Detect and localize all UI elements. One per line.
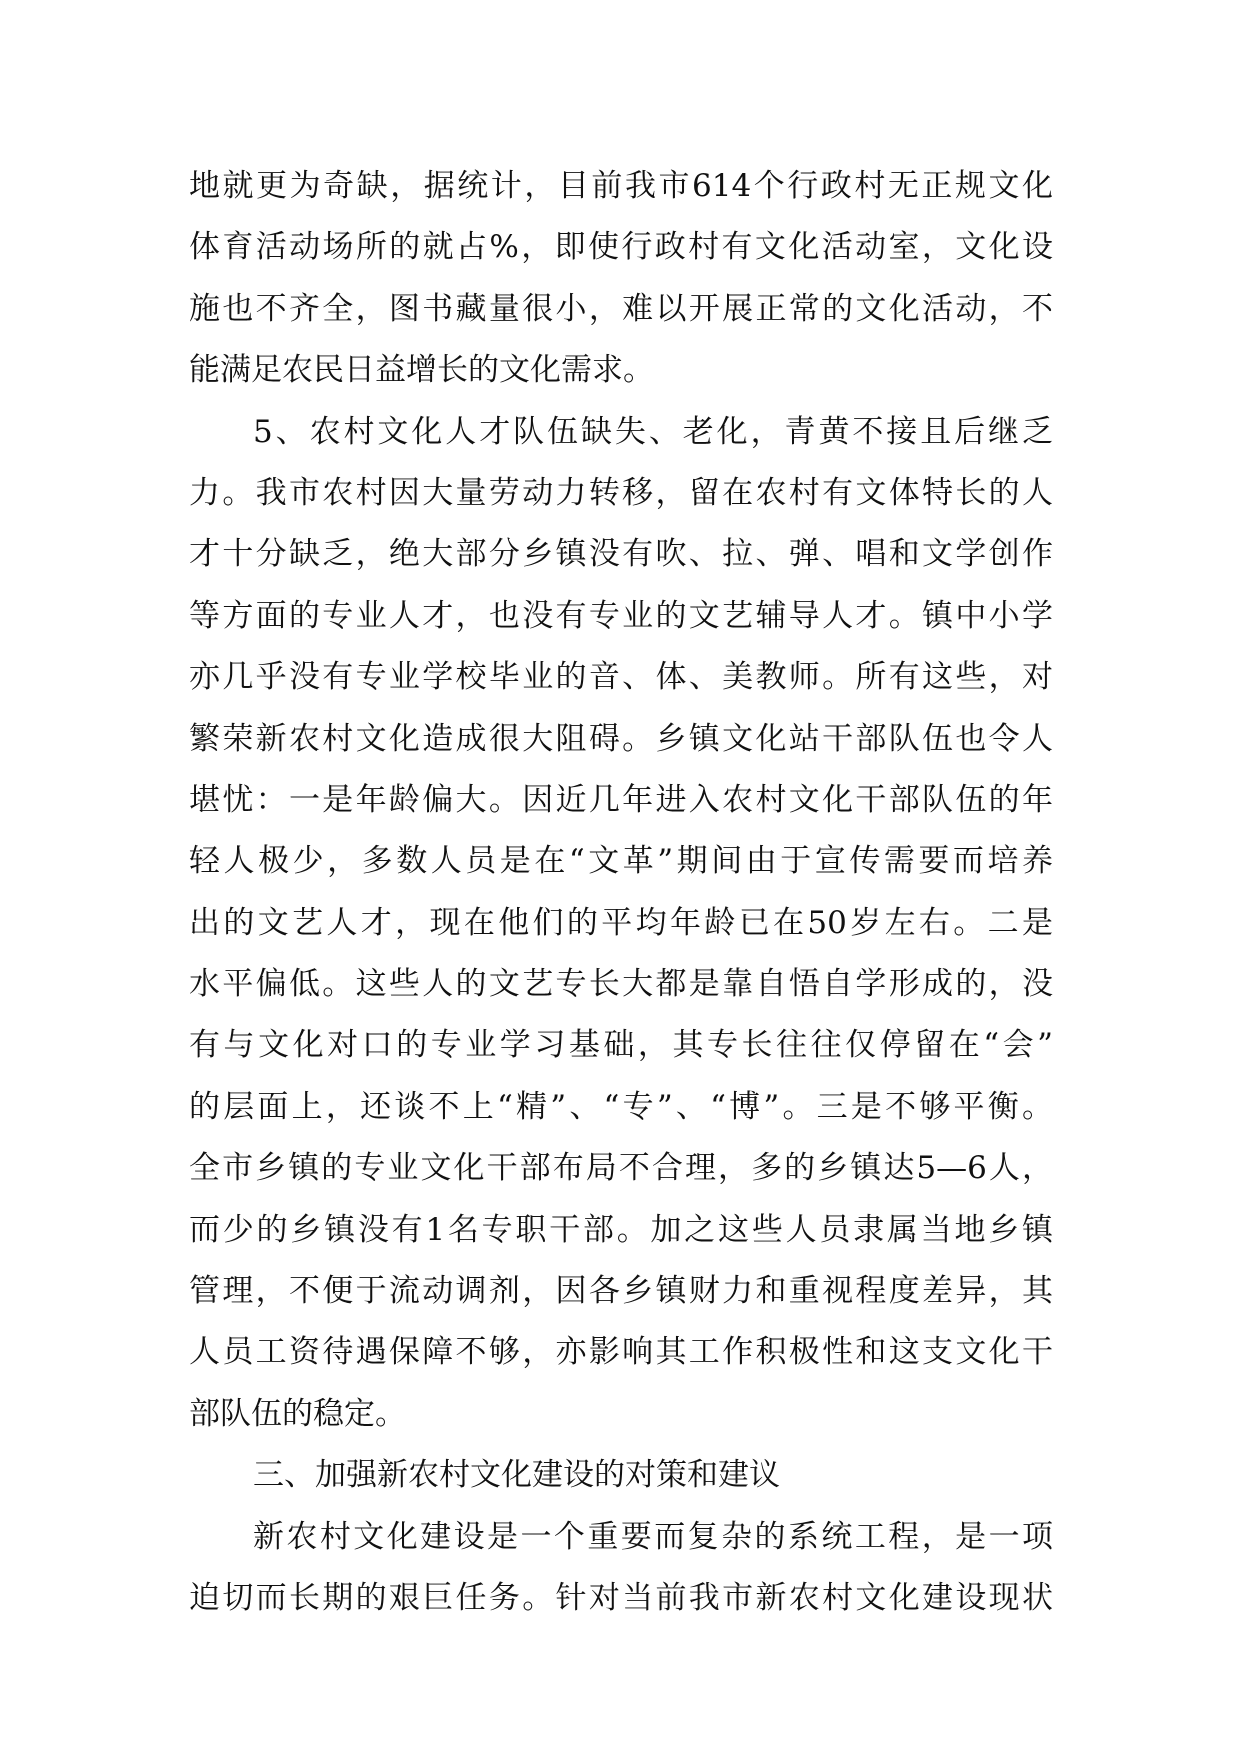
text-line: 等方面的专业人才，也没有专业的文艺辅导人才。镇中小学: [189, 597, 1053, 634]
text-line: 而少的乡镇没有1名专职干部。加之这些人员隶属当地乡镇: [189, 1211, 1053, 1248]
text-line: 能满足农民日益增长的文化需求。: [189, 352, 654, 389]
text-line: 堪忧：一是年龄偏大。因近几年进入农村文化干部队伍的年: [189, 781, 1053, 818]
text-line: 繁荣新农村文化造成很大阻碍。乡镇文化站干部队伍也令人: [189, 720, 1053, 757]
text-line: 亦几乎没有专业学校毕业的音、体、美教师。所有这些，对: [189, 659, 1053, 696]
text-line: 全市乡镇的专业文化干部布局不合理，多的乡镇达5—6人，: [189, 1150, 1053, 1187]
text-line: 有与文化对口的专业学习基础，其专长往往仅停留在“会”: [189, 1027, 1053, 1064]
text-line: 水平偏低。这些人的文艺专长大都是靠自悟自学形成的，没: [189, 966, 1053, 1003]
text-line: 迫切而长期的艰巨任务。针对当前我市新农村文化建设现状: [189, 1579, 1053, 1616]
text-line: 力。我市农村因大量劳动力转移，留在农村有文体特长的人: [189, 474, 1053, 511]
text-line: 新农村文化建设是一个重要而复杂的系统工程，是一项: [253, 1518, 1053, 1555]
text-line: 体育活动场所的就占%，即使行政村有文化活动室，文化设: [189, 229, 1053, 266]
document-body: [189, 156, 1053, 1629]
text-line: 的层面上，还谈不上“精”、“专”、“博”。三是不够平衡。: [189, 1088, 1053, 1125]
text-line: 施也不齐全，图书藏量很小，难以开展正常的文化活动，不: [189, 290, 1053, 327]
text-line: 才十分缺乏，绝大部分乡镇没有吹、拉、弹、唱和文学创作: [189, 536, 1053, 573]
text-line: 地就更为奇缺，据统计，目前我市614个行政村无正规文化: [189, 168, 1053, 204]
text-line: 出的文艺人才，现在他们的平均年龄已在50岁左右。二是: [189, 904, 1053, 941]
text-line: 部队伍的稳定。: [189, 1395, 406, 1432]
text-line: 管理，不便于流动调剂，因各乡镇财力和重视程度差异，其: [189, 1273, 1053, 1310]
text-line: 轻人极少，多数人员是在“文革”期间由于宣传需要而培养: [189, 843, 1053, 880]
section-heading: 三、加强新农村文化建设的对策和建议: [253, 1457, 780, 1494]
text-line: 5、农村文化人才队伍缺失、老化，青黄不接且后继乏: [253, 413, 1053, 450]
text-line: 人员工资待遇保障不够，亦影响其工作积极性和这支文化干: [189, 1334, 1053, 1371]
